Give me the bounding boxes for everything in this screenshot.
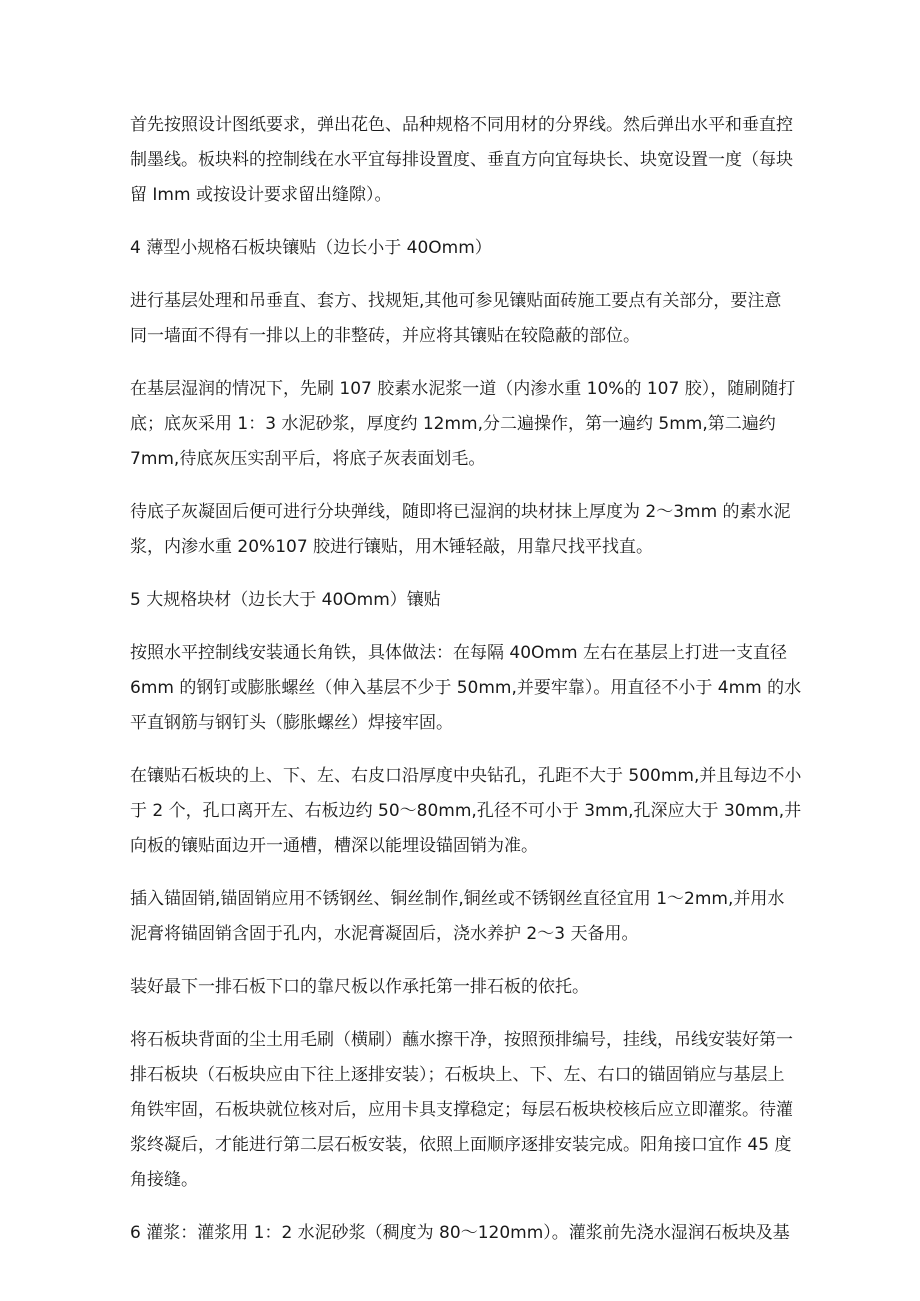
text-line: 装好最下一排石板下口的靠尺板以作承托第一排石板的依托。 — [130, 977, 589, 997]
paragraph-ruler-board — [130, 970, 798, 1005]
text-line: 插入锚固销,锚固销应用不锈钢丝、铜丝制作,铜丝或不锈钢丝直径宜用 1～2mm,并用水 — [130, 889, 785, 909]
text-line: 角铁牢固，石板块就位核对后，应用卡具支撑稳定；每层石板块校核后应立即灌浆。待灌 — [130, 1100, 793, 1120]
paragraph-base-treatment — [130, 284, 798, 354]
text-line: 制墨线。板块料的控制线在水平宜每排设置度、垂直方向宜每块长、块宽设置一度（每块 — [130, 150, 793, 170]
text-line: 排石板块（石板块应由下往上逐排安装）；石板块上、下、左、右口的锚固销应与基层上 — [130, 1065, 785, 1085]
text-line: 向板的镶贴面边开一通槽，槽深以能埋设锚固销为准。 — [130, 836, 538, 856]
heading-text: 4 薄型小规格石板块镶贴（边长小于 40Omm） — [130, 238, 492, 258]
document-body — [130, 108, 802, 1269]
text-line: 于 2 个，孔口离开左、右板边约 50～80mm,孔径不可小于 3mm,孔深应大于 30mm,井 — [130, 801, 802, 821]
text-line: 按照水平控制线安装通长角铁，具体做法：在每隔 40Omm 左右在基层上打进一支直径 — [130, 643, 787, 663]
section-heading-4 — [130, 231, 798, 266]
paragraph-base-coat — [130, 372, 798, 477]
text-line: 将石板块背面的尘土用毛刷（横刷）蘸水擦干净，按照预排编号，挂线，吊线安装好第一 — [130, 1030, 793, 1050]
text-line: 角接缝。 — [130, 1170, 198, 1190]
text-line: 7mm,待底灰压实刮平后，将底子灰表面划毛。 — [130, 449, 486, 469]
paragraph-installation — [130, 1023, 798, 1198]
text-line: 浆，内渗水重 20%107 胶进行镶贴，用木锤轻敲，用靠尺找平找直。 — [130, 537, 654, 557]
text-line: 底；底灰采用 1：3 水泥砂浆，厚度约 12mm,分二遍操作，第一遍约 5mm,第二遍约 — [130, 414, 776, 434]
heading-text: 5 大规格块材（边长大于 40Omm）镶贴 — [130, 590, 441, 610]
text-line: 留 Imm 或按设计要求留出缝隙）。 — [130, 185, 392, 205]
text-line: 平直钢筋与钢钉头（膨胀螺丝）焊接牢固。 — [130, 713, 453, 733]
paragraph-angle-iron — [130, 636, 802, 741]
paragraph-grouting — [130, 1216, 798, 1251]
text-line: 同一墙面不得有一排以上的非整砖，并应将其镶贴在较隐蔽的部位。 — [130, 326, 640, 346]
section-heading-5 — [130, 583, 798, 618]
paragraph-layout-lines — [130, 108, 798, 213]
text-line: 在镶贴石板块的上、下、左、右皮口沿厚度中央钻孔，孔距不大于 500mm,并且每边不小 — [130, 766, 802, 786]
text-line: 浆终凝后，才能进行第二层石板安装，依照上面顺序逐排安装完成。阳角接口宜作 45 度 — [130, 1135, 792, 1155]
text-line: 6 灌浆：灌浆用 1：2 水泥砂浆（稠度为 80～120mm）。灌浆前先浇水湿润石板块及基 — [130, 1223, 790, 1243]
text-line: 泥膏将锚固销含固于孔内，水泥膏凝固后，浇水养护 2～3 天备用。 — [130, 924, 639, 944]
text-line: 待底子灰凝固后便可进行分块弹线，随即将已湿润的块材抹上厚度为 2～3mm 的素水泥 — [130, 502, 791, 522]
text-line: 进行基层处理和吊垂直、套方、找规矩,其他可参见镶贴面砖施工要点有关部分，要注意 — [130, 291, 782, 311]
paragraph-tile-setting — [130, 495, 798, 565]
paragraph-anchor-pins — [130, 882, 798, 952]
text-line: 6mm 的钢钉或膨胀螺丝（伸入基层不少于 50mm,并要牢靠）。用直径不小于 4mm 的水 — [130, 678, 802, 698]
paragraph-drilling — [130, 759, 802, 864]
text-line: 首先按照设计图纸要求，弹出花色、品种规格不同用材的分界线。然后弹出水平和垂直控 — [130, 115, 793, 135]
text-line: 在基层湿润的情况下，先刷 107 胶素水泥浆一道（内渗水重 10%的 107 胶），随刷随打 — [130, 379, 796, 399]
